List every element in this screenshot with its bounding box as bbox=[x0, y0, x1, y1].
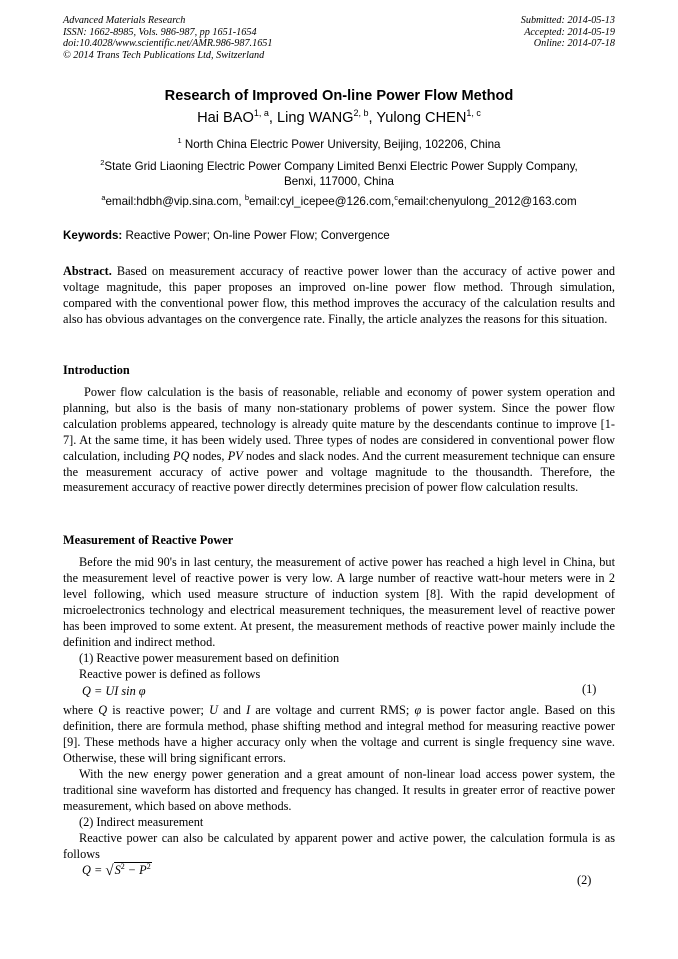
email-mark: c bbox=[394, 193, 398, 203]
paragraph-text: is power factor angle. Based on this definition, there are formula method, phase shifting method and integral method for measuring reactive power [9]. These methods have a higher accuracy only when the voltage and current is single frequency sine wave. Otherwise, these will bring significant errors. bbox=[63, 703, 615, 765]
abstract bbox=[63, 264, 615, 328]
doi-line: doi:10.4028/www.scientific.net/AMR.986-987.1651 bbox=[63, 38, 273, 50]
paragraph-text: nodes, bbox=[189, 448, 228, 463]
author-name: Ling WANG bbox=[276, 110, 354, 126]
affiliation-text-line2: Benxi, 117000, China bbox=[283, 175, 394, 188]
affiliation-mark: 2 bbox=[100, 158, 105, 168]
equation-1: Q = UI sin φ bbox=[82, 684, 146, 698]
measurement-paragraph-3: With the new energy power generation and a great amount of non-linear load access power system, the traditional sine waveform has distorted and frequency has changed. It results in greater error of reactive power measurement, which based on above methods. bbox=[63, 767, 615, 813]
paragraph-text: Power flow calculation is the basis of reasonable, reliable and economy of power system operation and planning, but also is the basis of many non-stationary problems of power system. Since the power flow calculation problems appeared, technology is already quite mature by the descendants continue to improve [1-7]. At the same time, it has been widely used. Three types of nodes are considered in conventional power flow calculation, including bbox=[63, 385, 615, 463]
measurement-paragraph-1: Before the mid 90's in last century, the measurement of active power has reached a high level in China, but the measurement level of reactive power is very low. A large number of reactive watt-hour meters were in 2 level following, which used measure structure of induction system [8]. With the rapid development of microelectronics technology and electrical measurement techniques, the measurement level of reactive power has been improved to some extent. At present, the measurement methods of reactive power mainly include the definition and indirect method. bbox=[63, 555, 615, 649]
paper-title: Research of Improved On-line Power Flow Method bbox=[164, 88, 514, 104]
equation-number-1: (1) bbox=[582, 682, 597, 696]
paragraph-text: are voltage and current RMS; bbox=[250, 703, 415, 717]
section-heading-introduction: Introduction bbox=[63, 363, 130, 377]
minus-sign: − bbox=[124, 863, 140, 878]
paragraph-text: nodes and slack nodes. And the current measurement technique can ensure the measurement accuracy of active power and voltage magnitude to the thousandth. Therefore, the measurement accuracy of reactive power directly determines precision of power flow calculation results. bbox=[63, 448, 615, 495]
u-symbol: U bbox=[209, 703, 218, 717]
p-symbol: P bbox=[139, 863, 147, 878]
author-list: Hai BAO$^{1, a}$, Ling WANG$^{2, b}$, Yulong CHEN$^{1, c}$ bbox=[197, 108, 481, 126]
measurement-paragraph-2 bbox=[63, 703, 615, 767]
issn-line: ISSN: 1662-8985, Vols. 986-987, pp 1651-1654 bbox=[63, 26, 257, 38]
author-affiliation-mark: 2, b bbox=[353, 108, 369, 119]
paragraph-text: and bbox=[218, 703, 247, 717]
keywords bbox=[63, 229, 615, 242]
copyright-line: © 2014 Trans Tech Publications Ltd, Switzerland bbox=[63, 49, 265, 61]
submitted-date: Submitted: 2014-05-13 bbox=[520, 15, 615, 26]
introduction-paragraph bbox=[63, 385, 615, 496]
accepted-date: Accepted: 2014-05-19 bbox=[524, 26, 615, 38]
author-affiliation-mark: 1, c bbox=[466, 108, 481, 119]
affiliation-text: North China Electric Power University, Beijing, 102206, China bbox=[184, 138, 501, 151]
radicand bbox=[114, 862, 152, 877]
email-mark: a bbox=[101, 193, 106, 203]
author-name: Hai BAO bbox=[197, 110, 254, 126]
square-root bbox=[105, 862, 151, 880]
online-date: Online: 2014-07-18 bbox=[533, 38, 615, 50]
author-affiliation-mark: 1, a bbox=[253, 108, 269, 119]
keywords-text: Reactive Power; On-line Power Flow; Convergence bbox=[122, 229, 390, 242]
pv-symbol: PV bbox=[227, 448, 243, 463]
definition-intro: Reactive power is defined as follows bbox=[79, 667, 261, 681]
author-name: Yulong CHEN bbox=[376, 110, 467, 126]
paragraph-text: is reactive power; bbox=[107, 703, 210, 717]
s-symbol: S bbox=[114, 863, 121, 878]
i-symbol: I bbox=[246, 703, 251, 717]
subsection-definition: (1) Reactive power measurement based on definition bbox=[79, 651, 340, 665]
equation-number-2: (2) bbox=[577, 873, 592, 887]
abstract-label: Abstract. bbox=[63, 264, 112, 278]
radical-sign: √ bbox=[105, 863, 114, 880]
paragraph-text: where bbox=[63, 703, 99, 717]
email-address[interactable]: email:chenyulong_2012@163.com bbox=[397, 195, 577, 208]
submission-dates bbox=[521, 15, 615, 50]
abstract-text: Based on measurement accuracy of reactive power lower than the accuracy of active power and voltage magnitude, this paper proposes an improved on-line power flow method. Through simulation, compared with the conventional power flow, this method improves the accuracy of the calculation results and also has obvious advantages on the convergence rate. Finally, the article analyzes the reasons for this situation. bbox=[63, 264, 615, 326]
exponent: 2 bbox=[146, 862, 151, 871]
email-mark: b bbox=[244, 193, 250, 203]
pq-symbol: PQ bbox=[173, 448, 190, 463]
phi-symbol: φ bbox=[414, 703, 422, 717]
exponent: 2 bbox=[120, 862, 125, 871]
affiliation-mark: 1 bbox=[177, 136, 182, 146]
equation-lhs: Q = bbox=[82, 863, 106, 878]
email-line bbox=[0, 194, 678, 209]
keywords-label: Keywords: bbox=[63, 229, 123, 242]
journal-info bbox=[63, 15, 272, 61]
affiliation-2 bbox=[0, 159, 678, 189]
q-symbol: Q bbox=[98, 703, 108, 717]
measurement-paragraph-4: Reactive power can also be calculated by apparent power and active power, the calculation formula is as follows bbox=[63, 831, 615, 861]
affiliation-1 bbox=[0, 137, 678, 152]
journal-name: Advanced Materials Research bbox=[63, 15, 186, 26]
email-address[interactable]: email:hdbh@vip.sina.com, bbox=[105, 195, 245, 208]
subsection-indirect: (2) Indirect measurement bbox=[79, 815, 204, 829]
affiliation-text: State Grid Liaoning Electric Power Company Limited Benxi Electric Power Supply Company, bbox=[104, 160, 578, 173]
equation-2 bbox=[82, 862, 152, 880]
email-address[interactable]: email:cyl_icepee@126.com, bbox=[249, 195, 395, 208]
section-heading-measurement: Measurement of Reactive Power bbox=[63, 533, 234, 547]
